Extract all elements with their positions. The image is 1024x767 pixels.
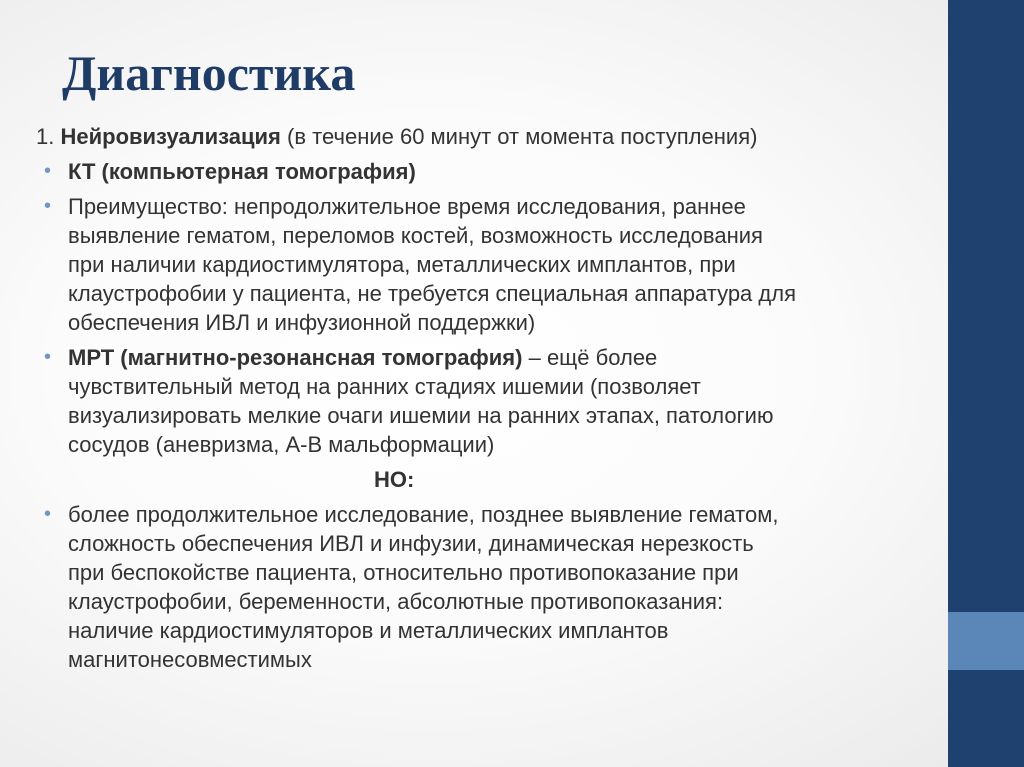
text-line: более продолжительное исследование, позднее выявление гематом, (68, 502, 779, 527)
text-line: клаустрофобии у пациента, не требуется специальная аппаратура для (68, 281, 796, 306)
side-band-accent (948, 612, 1024, 670)
but-label: НО: (374, 467, 415, 492)
text-line: при беспокойстве пациента, относительно противопоказание при (68, 560, 739, 585)
text-line: сложность обеспечения ИВЛ и инфузии, динамическая нерезкость (68, 531, 754, 556)
text-line: при наличии кардиостимулятора, металлических имплантов, при (68, 252, 736, 277)
text-line: клаустрофобии, беременности, абсолютные противопоказания: (68, 589, 724, 614)
bullet-icon: • (44, 346, 52, 368)
mri-heading: МРТ (магнитно-резонансная томография) (68, 345, 523, 370)
text-line: обеспечения ИВЛ и инфузионной поддержки) (68, 310, 536, 335)
bullet-item-ct (36, 157, 936, 186)
bullet-item-mri (36, 343, 936, 459)
text-line: магнитонесовместимых (68, 647, 312, 672)
text-line: выявление гематом, переломов костей, возможность исследования (68, 223, 763, 248)
mri-first-line (68, 343, 936, 372)
slide-title: Диагностика (62, 45, 356, 101)
numbered-heading (36, 122, 936, 151)
heading-note: (в течение 60 минут от момента поступления) (287, 124, 758, 149)
bullet-icon: • (44, 160, 52, 182)
bullet-item-advantage (36, 192, 936, 337)
bullet-item-disadvantages (36, 500, 936, 674)
heading-bold: Нейровизуализация (60, 124, 281, 149)
bullet-icon: • (44, 503, 52, 525)
text-line: чувствительный метод на ранних стадиях ишемии (позволяет (68, 374, 701, 399)
text-line: наличие кардиостимуляторов и металлических имплантов (68, 618, 669, 643)
slide-content (36, 122, 936, 680)
text-line: Преимущество: непродолжительное время исследования, раннее (68, 194, 746, 219)
text-line: сосудов (аневризма, А-В мальформации) (68, 432, 495, 457)
heading-number: 1. (36, 124, 55, 149)
mri-first-line-rest: – ещё более (528, 345, 658, 370)
ct-heading: КТ (компьютерная томография) (68, 159, 416, 184)
text-line: визуализировать мелкие очаги ишемии на ранних этапах, патологию (68, 403, 774, 428)
bullet-icon: • (44, 195, 52, 217)
